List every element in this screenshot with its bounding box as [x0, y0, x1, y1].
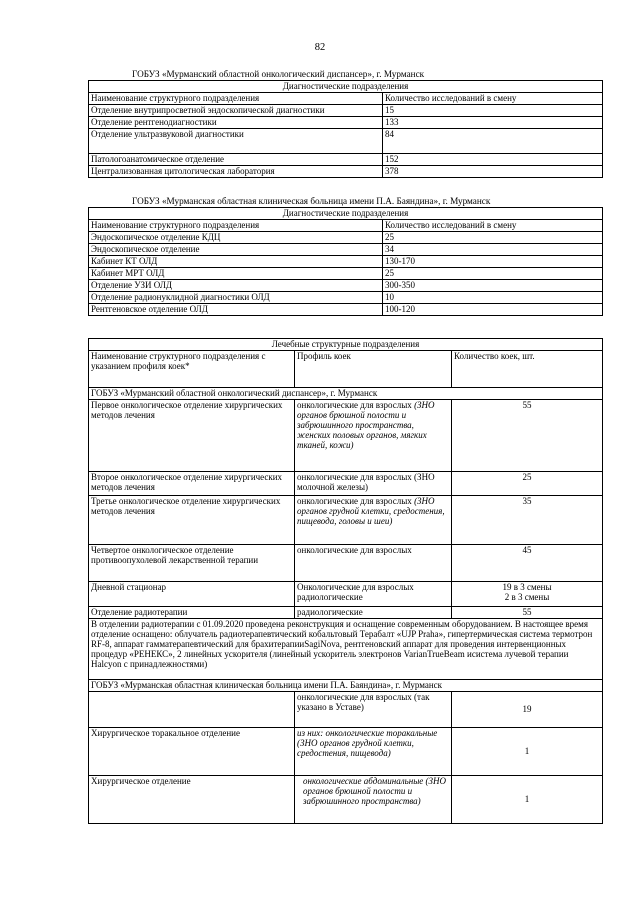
- row-label: Третье онкологическое отделение хирургических методов лечения: [89, 496, 295, 545]
- row-value: 130-170: [383, 256, 603, 268]
- row-label: Отделение радионуклидной диагностики ОЛД: [89, 292, 383, 304]
- row-label: Отделение ультразвуковой диагностики: [89, 129, 383, 154]
- table3-treatment-units: [88, 338, 603, 824]
- table-row: [89, 776, 603, 824]
- table2-diagnostics-hospital: [88, 207, 603, 316]
- table-row: [89, 280, 603, 292]
- table-row: [89, 400, 603, 472]
- profile-text: онкологические для взрослых: [297, 496, 412, 506]
- row-label: [89, 692, 295, 728]
- count-2: 2 в 3 смены: [504, 592, 550, 603]
- table2-caption: ГОБУЗ «Мурманская областная клиническая больница имени П.А. Баяндина», г. Мурманск: [132, 196, 491, 206]
- page-number: 82: [314, 42, 326, 53]
- row-label: Эндоскопическое отделение: [89, 244, 383, 256]
- profile-text: онкологические для взрослых: [297, 400, 412, 410]
- row-label: Кабинет МРТ ОЛД: [89, 268, 383, 280]
- row-value: 45: [452, 545, 603, 582]
- row-label: Второе онкологическое отделение хирургических методов лечения: [89, 472, 295, 496]
- table2-head-name: Наименование структурного подразделения: [89, 220, 383, 232]
- row-value: 152: [383, 154, 603, 166]
- table-row: [89, 268, 603, 280]
- table-row: [89, 166, 603, 178]
- row-value: 25: [383, 268, 603, 280]
- profile-detail: (ЗНО органов грудной клетки, средостения, пищевода, головы и шеи): [297, 496, 445, 527]
- row-label: Кабинет КТ ОЛД: [89, 256, 383, 268]
- table-row: [89, 728, 603, 776]
- row-value: 1: [452, 728, 603, 776]
- row-value: 25: [383, 232, 603, 244]
- table-row: [89, 496, 603, 545]
- table3-section-title: Лечебные структурные подразделения: [89, 339, 603, 351]
- row-value: 25: [452, 472, 603, 496]
- table-row: [89, 292, 603, 304]
- table-row: [89, 232, 603, 244]
- row-label: Четвертое онкологическое отделение противоопухолевой лекарственной терапии: [89, 545, 295, 582]
- table-row: [89, 117, 603, 129]
- table1-head-name: Наименование структурного подразделения: [89, 93, 383, 105]
- row-value: 34: [383, 244, 603, 256]
- row-label: Рентгеновское отделение ОЛД: [89, 304, 383, 316]
- table3-org-hospital: ГОБУЗ «Мурманская областная клиническая больница имени П.А. Баяндина», г. Мурманск: [89, 680, 603, 692]
- table-row: [89, 244, 603, 256]
- table1-section-title: Диагностические подразделения: [89, 81, 603, 93]
- row-value: 133: [383, 117, 603, 129]
- profile-text-2: радиологические: [297, 592, 363, 603]
- table-row: [89, 692, 603, 728]
- profile-text: Онкологические для взрослых: [297, 582, 414, 592]
- table3-head-profile: Профиль коек: [295, 351, 452, 388]
- row-value: 84: [383, 129, 603, 154]
- table-row: [89, 472, 603, 496]
- table-row: [89, 304, 603, 316]
- row-label: Дневной стационар: [89, 582, 295, 607]
- row-label: Хирургическое отделение: [89, 776, 295, 824]
- table1-head-count: Количество исследований в смену: [383, 93, 603, 105]
- profile-detail: (ЗНО органов брюшной полости и забрюшинного пространства, женских половых органов, мягких тканей, кожи): [297, 400, 435, 451]
- row-label: Отделение радиотерапии: [89, 607, 295, 619]
- row-value: 100-120: [383, 304, 603, 316]
- table1-caption: ГОБУЗ «Мурманский областной онкологический диспансер», г. Мурманск: [132, 69, 425, 79]
- row-value: 19: [452, 692, 603, 728]
- row-label: Централизованная цитологическая лаборатория: [89, 166, 383, 178]
- row-value: 10: [383, 292, 603, 304]
- table-row: [89, 256, 603, 268]
- row-label: Отделение внутрипросветной эндоскопической диагностики: [89, 105, 383, 117]
- row-profile: онкологические абдоминальные (ЗНО органов брюшной полости и забрюшинного пространства): [295, 776, 452, 824]
- table-row: [89, 105, 603, 117]
- row-value: 35: [452, 496, 603, 545]
- row-label: Отделение рентгенодиагностики: [89, 117, 383, 129]
- row-value: 55: [452, 607, 603, 619]
- row-value: 300-350: [383, 280, 603, 292]
- table-row: [89, 582, 603, 607]
- row-label: Хирургическое торакальное отделение: [89, 728, 295, 776]
- table-row: [89, 129, 603, 154]
- row-value: 1: [452, 776, 603, 824]
- radiotherapy-note: В отделении радиотерапии с 01.09.2020 проведена реконструкция и оснащение современным оборудованием. В настоящее время отделение оснащено: облучатель радиотерапевтический кобальтовый Терабалт «UJP Praha», гипертермическая система термотрон RF-8, аппарат гамматерапевтический для брахитерапииSagiNova, рентгеновский аппарат для проведения интервенционных процедур «РЕНЕКС», 2 линейных ускорителя (линейный ускоритель электронов VarianTrueBeam исистема лучевой терапии Halcyon с принадлежностями): [89, 619, 603, 680]
- row-profile: из них: онкологические торакальные (ЗНО органов грудной клетки, средостения, пищевода): [295, 728, 452, 776]
- row-profile: [295, 496, 452, 545]
- row-value: 15: [383, 105, 603, 117]
- table2-head-count: Количество исследований в смену: [383, 220, 603, 232]
- row-label: Первое онкологическое отделение хирургических методов лечения: [89, 400, 295, 472]
- row-profile: [295, 582, 452, 607]
- row-profile: радиологические: [295, 607, 452, 619]
- table3-org-dispensary: ГОБУЗ «Мурманский областной онкологический диспансер», г. Мурманск: [89, 388, 603, 400]
- row-profile: онкологические для взрослых: [295, 545, 452, 582]
- table2-section-title: Диагностические подразделения: [89, 208, 603, 220]
- row-value: [452, 582, 603, 607]
- count-1: 19 в 3 смены: [502, 582, 552, 592]
- row-profile: онкологические для взрослых (так указано в Уставе): [295, 692, 452, 728]
- table1-diagnostics-dispensary: [88, 80, 603, 178]
- row-value: 378: [383, 166, 603, 178]
- row-profile: онкологические для взрослых (ЗНО молочной железы): [295, 472, 452, 496]
- table3-head-name: Наименование структурного подразделения с указанием профиля коек*: [89, 351, 295, 388]
- row-label: Патологоанатомическое отделение: [89, 154, 383, 166]
- row-profile: [295, 400, 452, 472]
- row-value: 55: [452, 400, 603, 472]
- row-label: Эндоскопическое отделение КДЦ: [89, 232, 383, 244]
- table3-head-count: Количество коек, шт.: [452, 351, 603, 388]
- table-row: [89, 607, 603, 619]
- table-row: [89, 545, 603, 582]
- row-label: Отделение УЗИ ОЛД: [89, 280, 383, 292]
- table-row: [89, 154, 603, 166]
